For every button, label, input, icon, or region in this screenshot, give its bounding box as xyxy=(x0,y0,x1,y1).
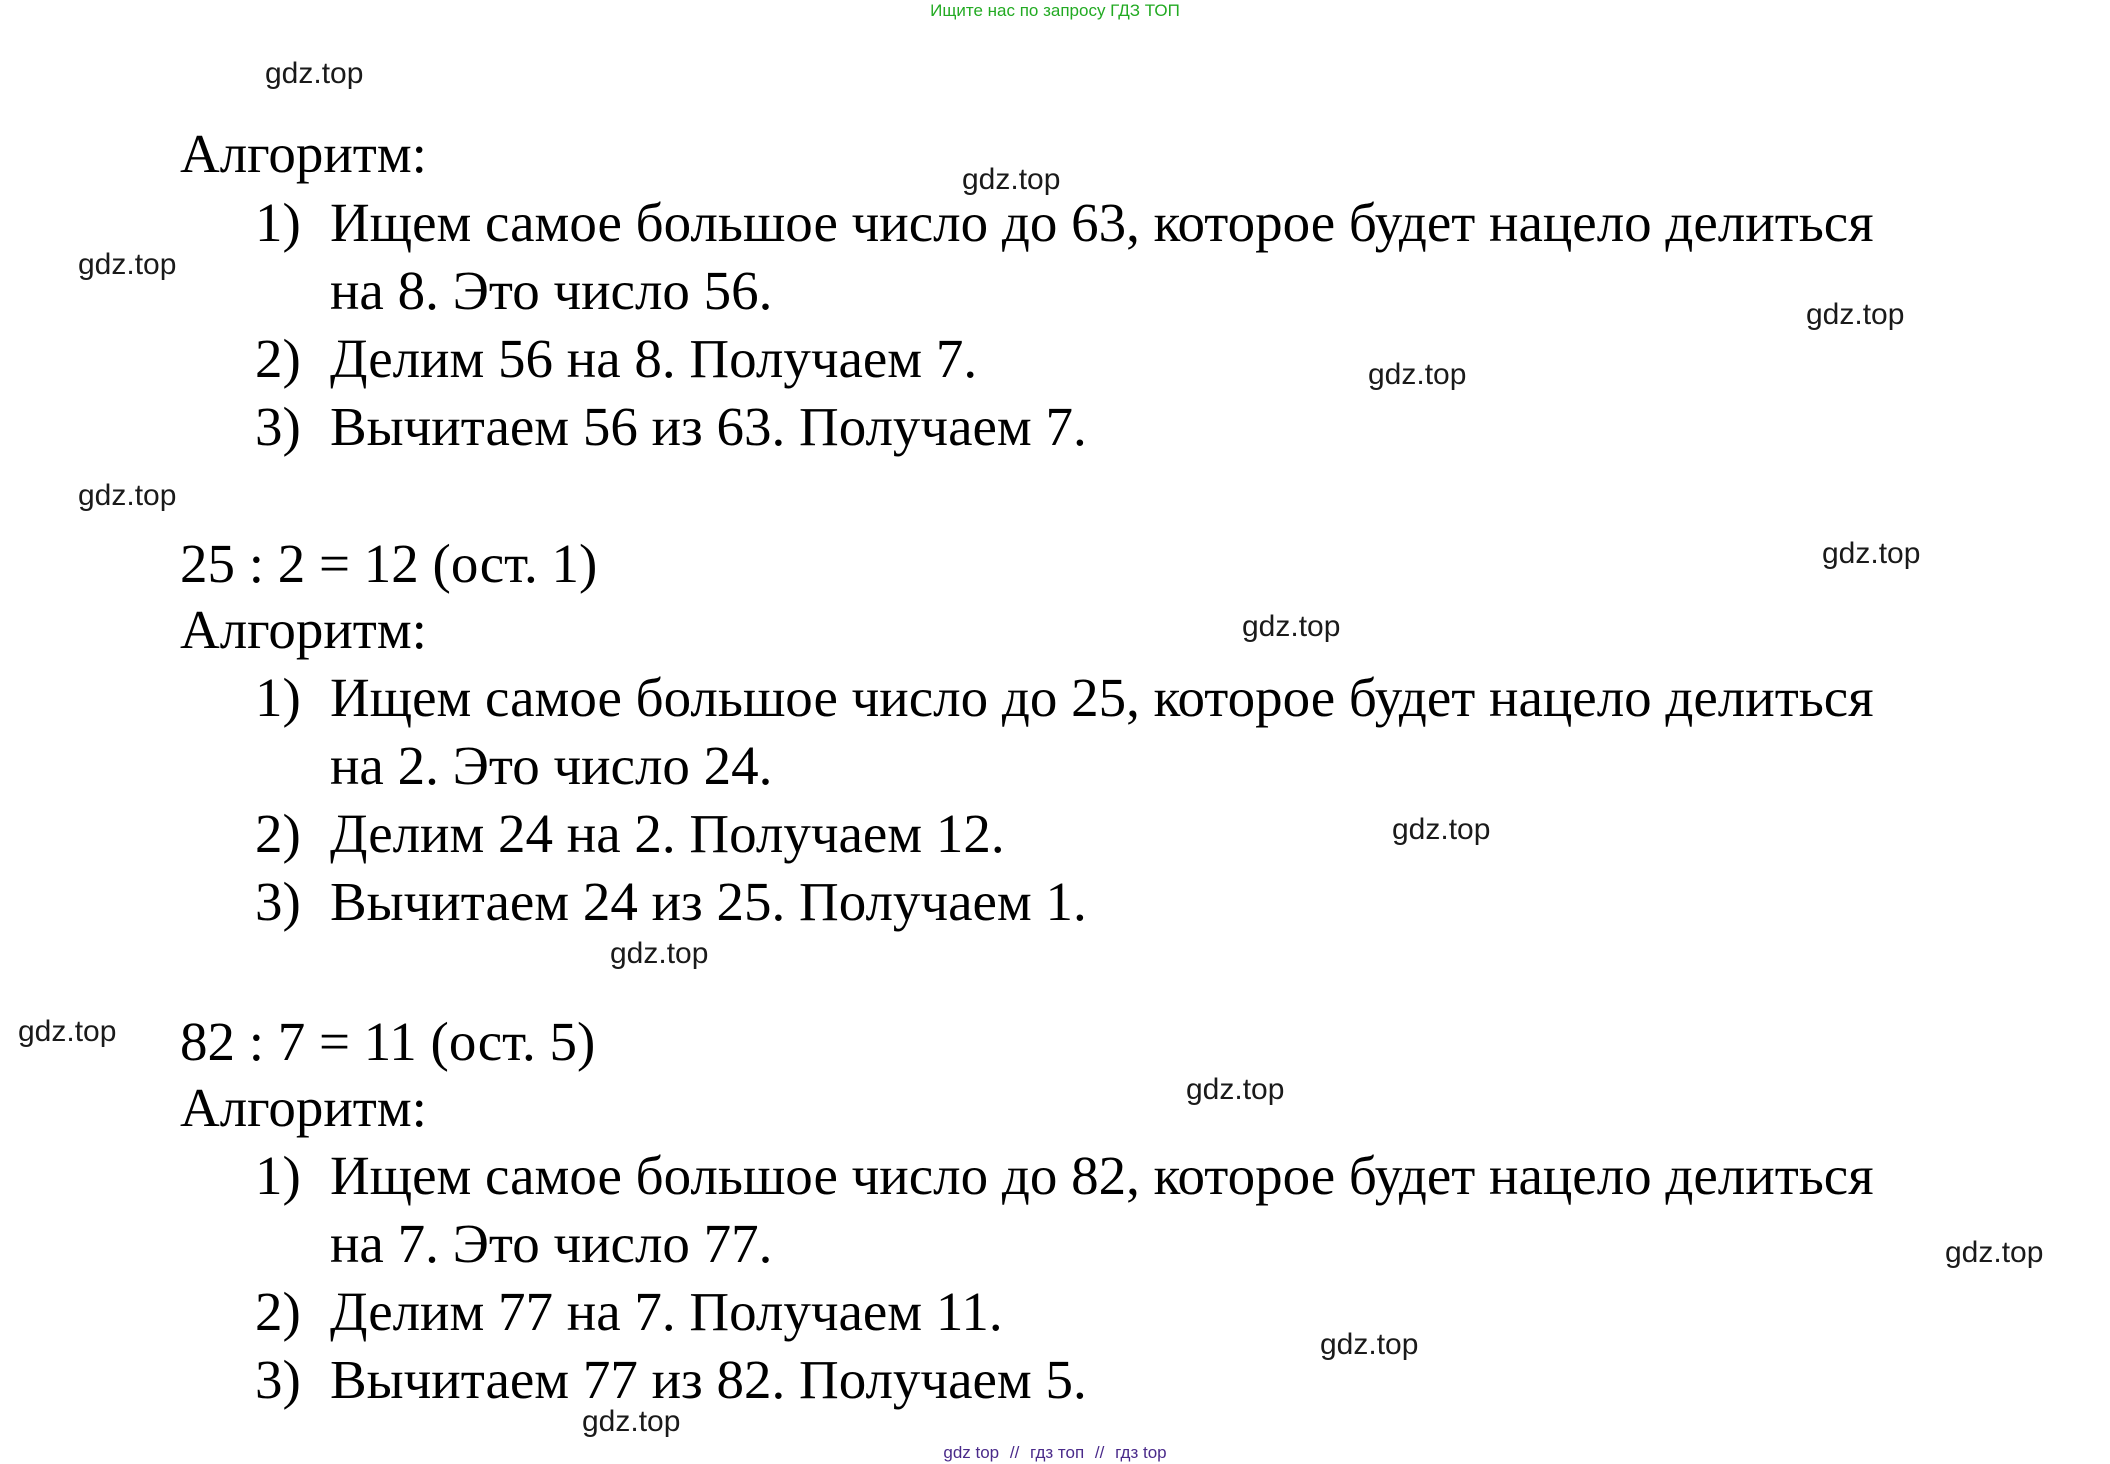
watermark: gdz.top xyxy=(582,1405,681,1438)
step-text: Делим 77 на 7. Получаем 11. xyxy=(330,1281,1003,1342)
watermark: gdz.top xyxy=(1186,1073,1285,1106)
step-number: 2) xyxy=(255,803,301,864)
footer-link[interactable]: гдз топ xyxy=(1030,1443,1085,1462)
watermark: gdz.top xyxy=(18,1015,117,1048)
algorithm-heading: Алгоритм: xyxy=(180,1077,427,1138)
step-number: 1) xyxy=(255,667,301,728)
step-number: 3) xyxy=(255,871,301,932)
watermark: gdz.top xyxy=(78,479,177,512)
step-text: на 7. Это число 77. xyxy=(330,1213,773,1274)
algorithm-heading: Алгоритм: xyxy=(180,123,427,184)
step-number: 3) xyxy=(255,1349,301,1410)
banner-text: Ищите нас по запросу ГДЗ ТОП xyxy=(930,1,1180,20)
equation: 25 : 2 = 12 (ост. 1) xyxy=(180,533,598,594)
watermark: gdz.top xyxy=(1822,537,1921,570)
watermark: gdz.top xyxy=(1806,298,1905,331)
watermark: gdz.top xyxy=(1368,358,1467,391)
footer-separator: // xyxy=(1009,1443,1020,1462)
footer xyxy=(0,1443,2110,1463)
step-text: на 8. Это число 56. xyxy=(330,260,773,321)
step-text: Ищем самое большое число до 25, которое будет нацело делиться xyxy=(330,667,1874,728)
algorithm-heading: Алгоритм: xyxy=(180,599,427,660)
watermark: gdz.top xyxy=(265,57,364,90)
footer-separator: // xyxy=(1094,1443,1105,1462)
footer-link[interactable]: gdz top xyxy=(943,1443,1000,1462)
step-number: 2) xyxy=(255,328,301,389)
step-number: 2) xyxy=(255,1281,301,1342)
watermark: gdz.top xyxy=(962,163,1061,196)
top-banner xyxy=(0,0,2110,22)
equation: 82 : 7 = 11 (ост. 5) xyxy=(180,1011,596,1072)
step-number: 3) xyxy=(255,396,301,457)
watermark: gdz.top xyxy=(1242,610,1341,643)
watermark: gdz.top xyxy=(1392,813,1491,846)
step-number: 1) xyxy=(255,1145,301,1206)
footer-link[interactable]: гдз top xyxy=(1115,1443,1167,1462)
watermark: gdz.top xyxy=(1945,1236,2044,1269)
step-text: Вычитаем 77 из 82. Получаем 5. xyxy=(330,1349,1087,1410)
step-text: Делим 24 на 2. Получаем 12. xyxy=(330,803,1005,864)
step-text: Ищем самое большое число до 63, которое будет нацело делиться xyxy=(330,192,1874,253)
step-text: Делим 56 на 8. Получаем 7. xyxy=(330,328,978,389)
step-text: Вычитаем 56 из 63. Получаем 7. xyxy=(330,396,1087,457)
watermark: gdz.top xyxy=(1320,1328,1419,1361)
step-text: на 2. Это число 24. xyxy=(330,735,773,796)
watermark: gdz.top xyxy=(610,937,709,970)
step-text: Ищем самое большое число до 82, которое будет нацело делиться xyxy=(330,1145,1874,1206)
step-number: 1) xyxy=(255,192,301,253)
watermark: gdz.top xyxy=(78,248,177,281)
step-text: Вычитаем 24 из 25. Получаем 1. xyxy=(330,871,1087,932)
